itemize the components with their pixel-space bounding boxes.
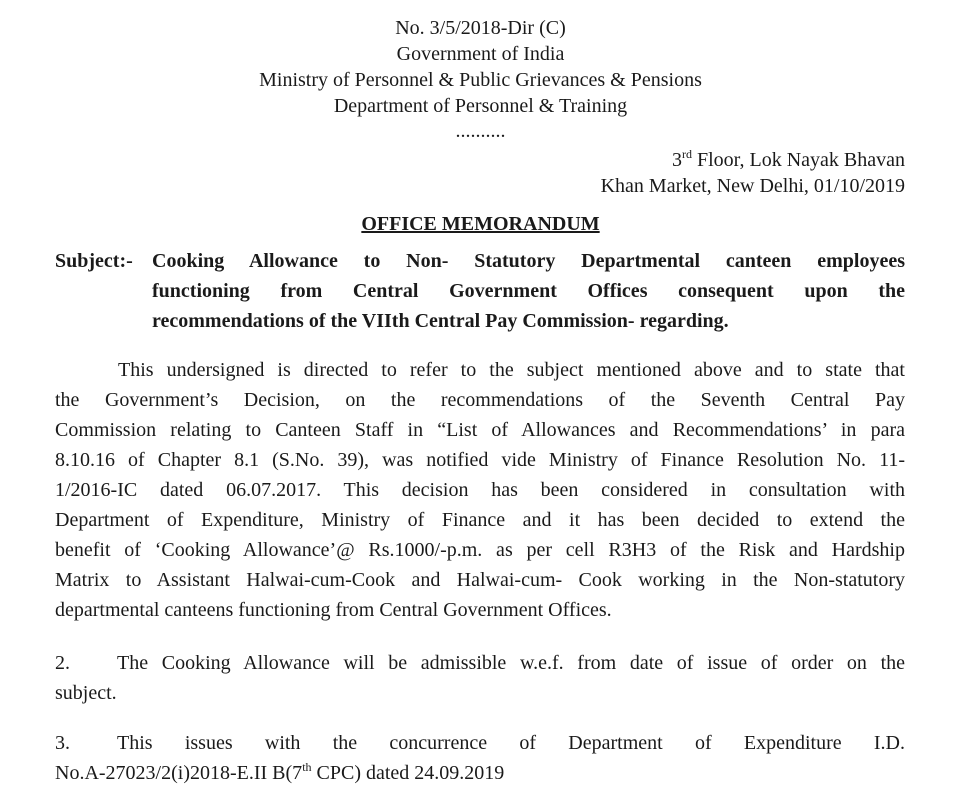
paragraph-line: Department of Expenditure, Ministry of Finance and it has been decided to extend the bbox=[55, 509, 905, 531]
paragraph-line: This undersigned is directed to refer to the subject mentioned above and to state that bbox=[118, 359, 905, 381]
paragraph-1 bbox=[55, 355, 905, 625]
floor-building: Floor, Lok Nayak Bhavan bbox=[691, 149, 905, 171]
paragraph-number: 2. bbox=[55, 652, 70, 674]
subject-line: Cooking Allowance to Non- Statutory Departmental canteen employees bbox=[152, 250, 905, 272]
reference-id-prefix: No.A-27023/2(i)2018-E.II B(7 bbox=[55, 762, 303, 784]
paragraph-text: This issues with the concurrence of Department of Expenditure I.D. bbox=[117, 732, 905, 754]
paragraph-line bbox=[55, 758, 905, 788]
floor-number: 3 bbox=[671, 149, 682, 171]
paragraph-line: benefit of ‘Cooking Allowance’@ Rs.1000/-p.m. as per cell R3H3 of the Risk and Hardship bbox=[55, 539, 905, 561]
address-floor bbox=[672, 147, 905, 173]
cpc-suffix: th bbox=[302, 760, 312, 774]
paragraph-line: Commission relating to Canteen Staff in “List of Allowances and Recommendations’ in para bbox=[55, 419, 905, 441]
paragraph-line: Matrix to Assistant Halwai-cum-Cook and Halwai-cum- Cook working in the Non-statutory bbox=[55, 569, 905, 591]
paragraph-3 bbox=[55, 728, 905, 788]
address-city-date: Khan Market, New Delhi, 01/10/2019 bbox=[600, 175, 905, 197]
paragraph-text: The Cooking Allowance will be admissible w.e.f. from date of issue of order on the bbox=[117, 652, 905, 674]
memo-title: OFFICE MEMORANDUM bbox=[361, 213, 600, 235]
paragraph-line: 1/2016-IC dated 06.07.2017. This decision has been considered in consultation with bbox=[55, 479, 905, 501]
subject-line: recommendations of the VIIth Central Pay Commission- regarding. bbox=[152, 310, 729, 332]
paragraph-line: departmental canteens functioning from Central Government Offices. bbox=[55, 599, 612, 621]
reference-date: CPC) dated 24.09.2019 bbox=[311, 762, 505, 784]
government-name: Government of India bbox=[396, 43, 565, 65]
reference-number: No. 3/5/2018-Dir (C) bbox=[395, 17, 566, 39]
paragraph-line: 8.10.16 of Chapter 8.1 (S.No. 39), was notified vide Ministry of Finance Resolution No. 11- bbox=[55, 449, 905, 471]
paragraph-line bbox=[55, 728, 905, 758]
department-name: Department of Personnel & Training bbox=[333, 95, 628, 117]
paragraph-number: 3. bbox=[55, 732, 70, 754]
paragraph-line: subject. bbox=[55, 682, 117, 704]
paragraph-line bbox=[55, 648, 905, 678]
paragraph-line: the Government’s Decision, on the recommendations of the Seventh Central Pay bbox=[55, 389, 905, 411]
subject-line: functioning from Central Government Offices consequent upon the bbox=[152, 280, 905, 302]
separator-dots: .......... bbox=[455, 120, 506, 142]
paragraph-2 bbox=[55, 648, 905, 708]
floor-suffix: rd bbox=[681, 147, 692, 161]
ministry-name: Ministry of Personnel & Public Grievances & Pensions bbox=[259, 69, 702, 91]
subject-label: Subject:- bbox=[55, 250, 133, 272]
